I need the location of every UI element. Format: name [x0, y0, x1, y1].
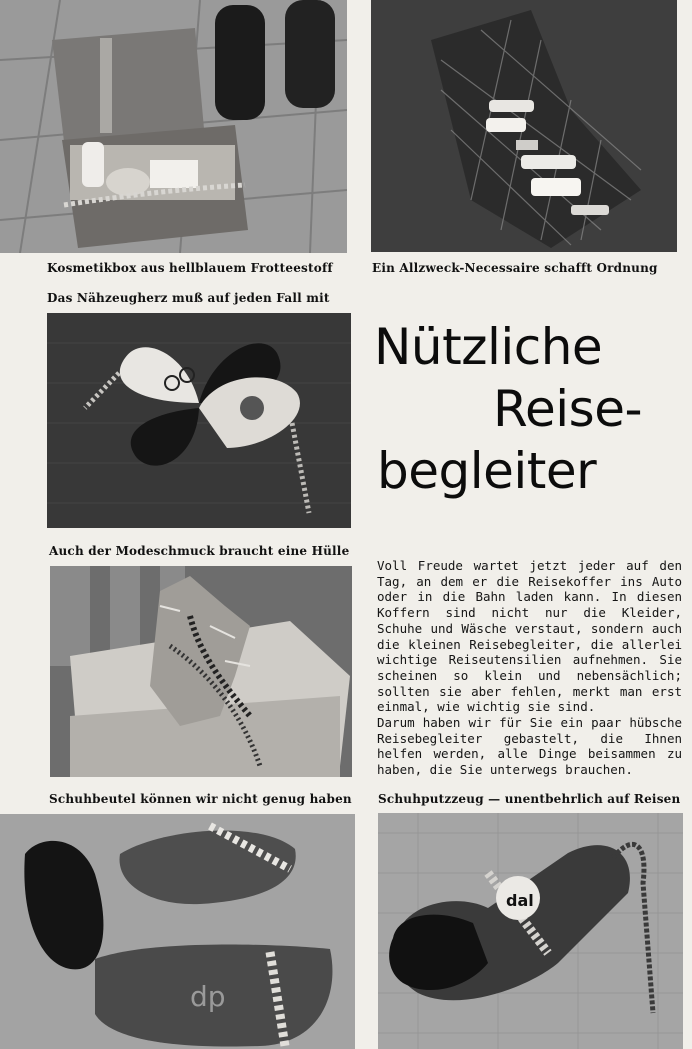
headline-line1: Nützliche	[374, 318, 603, 376]
photo-necessaire	[371, 0, 677, 252]
caption-naehzeug: Das Nähzeugherz muß auf jeden Fall mit	[47, 291, 330, 305]
photo-schuhputzzeug	[378, 813, 683, 1049]
schuhputz-badge-text: dal	[506, 891, 534, 910]
photo-modeschmuck	[50, 566, 352, 777]
headline-line2: Reise-	[493, 380, 643, 438]
photo-kosmetikbox	[0, 0, 347, 253]
photo-naehzeugherz	[47, 313, 351, 528]
caption-necessaire: Ein Allzweck-Necessaire schafft Ordnung	[372, 261, 658, 275]
headline-line3: begleiter	[377, 442, 597, 500]
caption-schuhputzzeug: Schuhputzzeug — unentbehrlich auf Reisen	[378, 792, 681, 806]
caption-modeschmuck: Auch der Modeschmuck braucht eine Hülle	[49, 544, 350, 558]
schuhbeutel-monogram: dp	[190, 980, 226, 1013]
article-paragraph-1: Voll Freude wartet jetzt jeder auf den Tag, an dem er die Reisekoffer ins Auto oder in die Bahn laden kann. In diesen Koffern sind nicht nur die Kleider, Schuhe und Wäsche verstaut, sondern auch die kleinen Reisebegleiter, die allerlei wichtige Reiseutensilien aufnehmen. Sie scheinen so klein und nebensächlich; sollten sie aber fehlen, merkt man erst einmal, wie wichtig sie sind.	[377, 558, 682, 715]
article-paragraph-2: Darum haben wir für Sie ein paar hübsche Reisebegleiter gebastelt, die Ihnen helfen werden, alle Dinge beisammen zu haben, die Sie unterwegs brauchen.	[377, 715, 682, 778]
article-body	[377, 558, 682, 778]
photo-schuhbeutel	[0, 814, 355, 1049]
caption-schuhbeutel: Schuhbeutel können wir nicht genug haben	[49, 792, 352, 806]
caption-kosmetikbox: Kosmetikbox aus hellblauem Frotteestoff	[47, 261, 333, 275]
